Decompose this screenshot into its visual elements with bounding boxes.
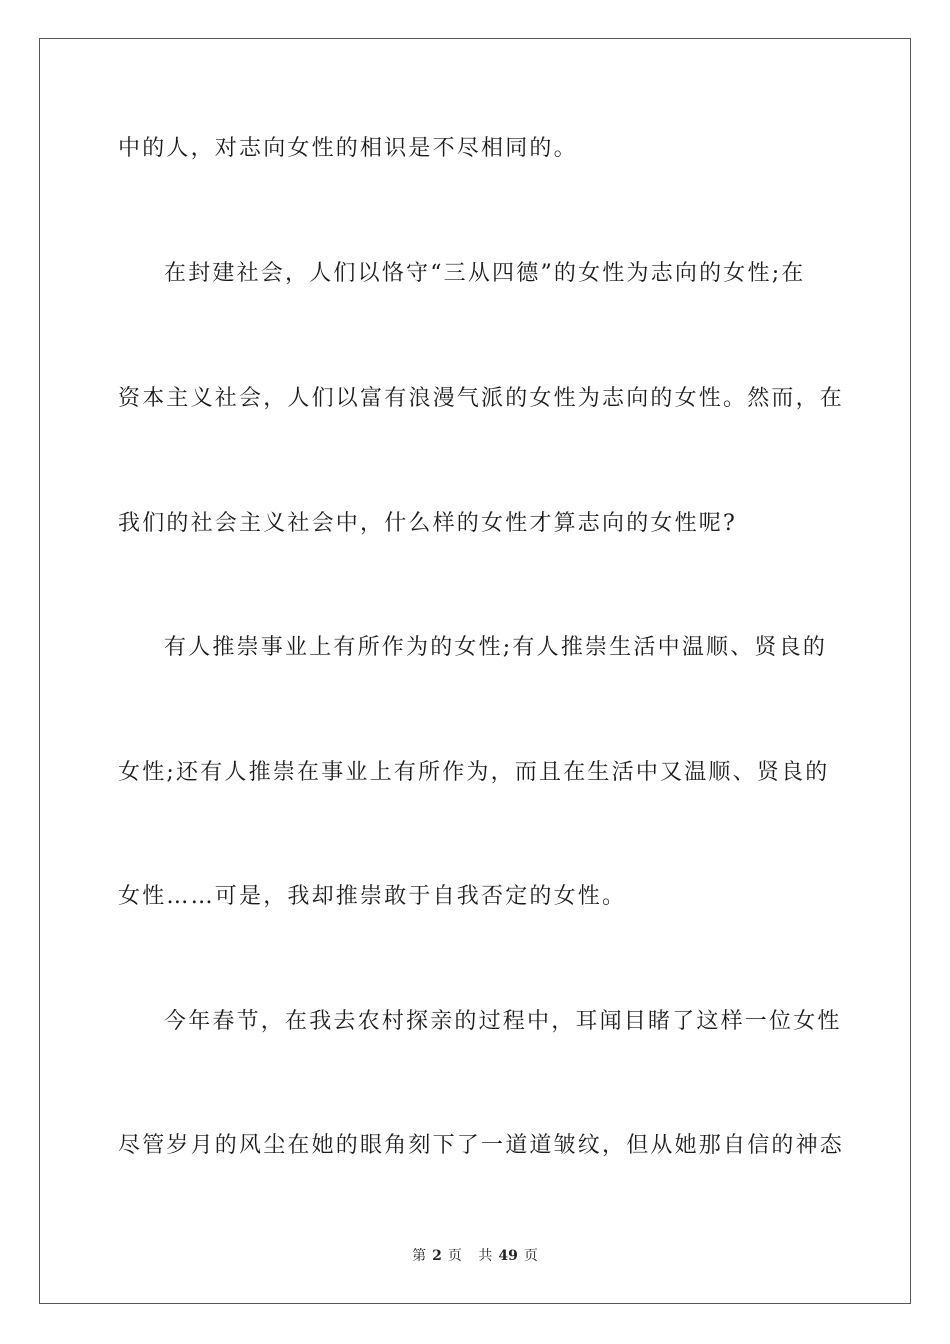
paragraph-first-line: 今年春节，在我去农村探亲的过程中，耳闻目睹了这样一位女性 [164, 1009, 842, 1034]
body-text-line: 尽管岁月的风尘在她的眼角刻下了一道道皱纹，但从她那自信的神态 [118, 1133, 845, 1158]
paragraph-first-line: 有人推崇事业上有所作为的女性;有人推崇生活中温顺、贤良的 [164, 635, 828, 660]
total-pages-indicator: 共 49 页 [478, 1248, 538, 1264]
body-text-line: 我们的社会主义社会中，什么样的女性才算志向的女性呢? [118, 511, 737, 536]
page-border [39, 38, 911, 1304]
body-text-line: 中的人，对志向女性的相识是不尽相同的。 [118, 136, 578, 161]
page-footer [0, 1247, 950, 1265]
body-text-line: 资本主义社会，人们以富有浪漫气派的女性为志向的女性。然而，在 [118, 386, 845, 411]
page-indicator: 第 2 页 [412, 1248, 462, 1264]
body-text-line: 女性;还有人推崇在事业上有所作为，而且在生活中又温顺、贤良的 [118, 760, 830, 785]
paragraph-first-line: 在封建社会，人们以恪守“三从四德”的女性为志向的女性;在 [164, 261, 806, 286]
body-text-line: 女性……可是，我却推崇敢于自我否定的女性。 [118, 884, 627, 909]
